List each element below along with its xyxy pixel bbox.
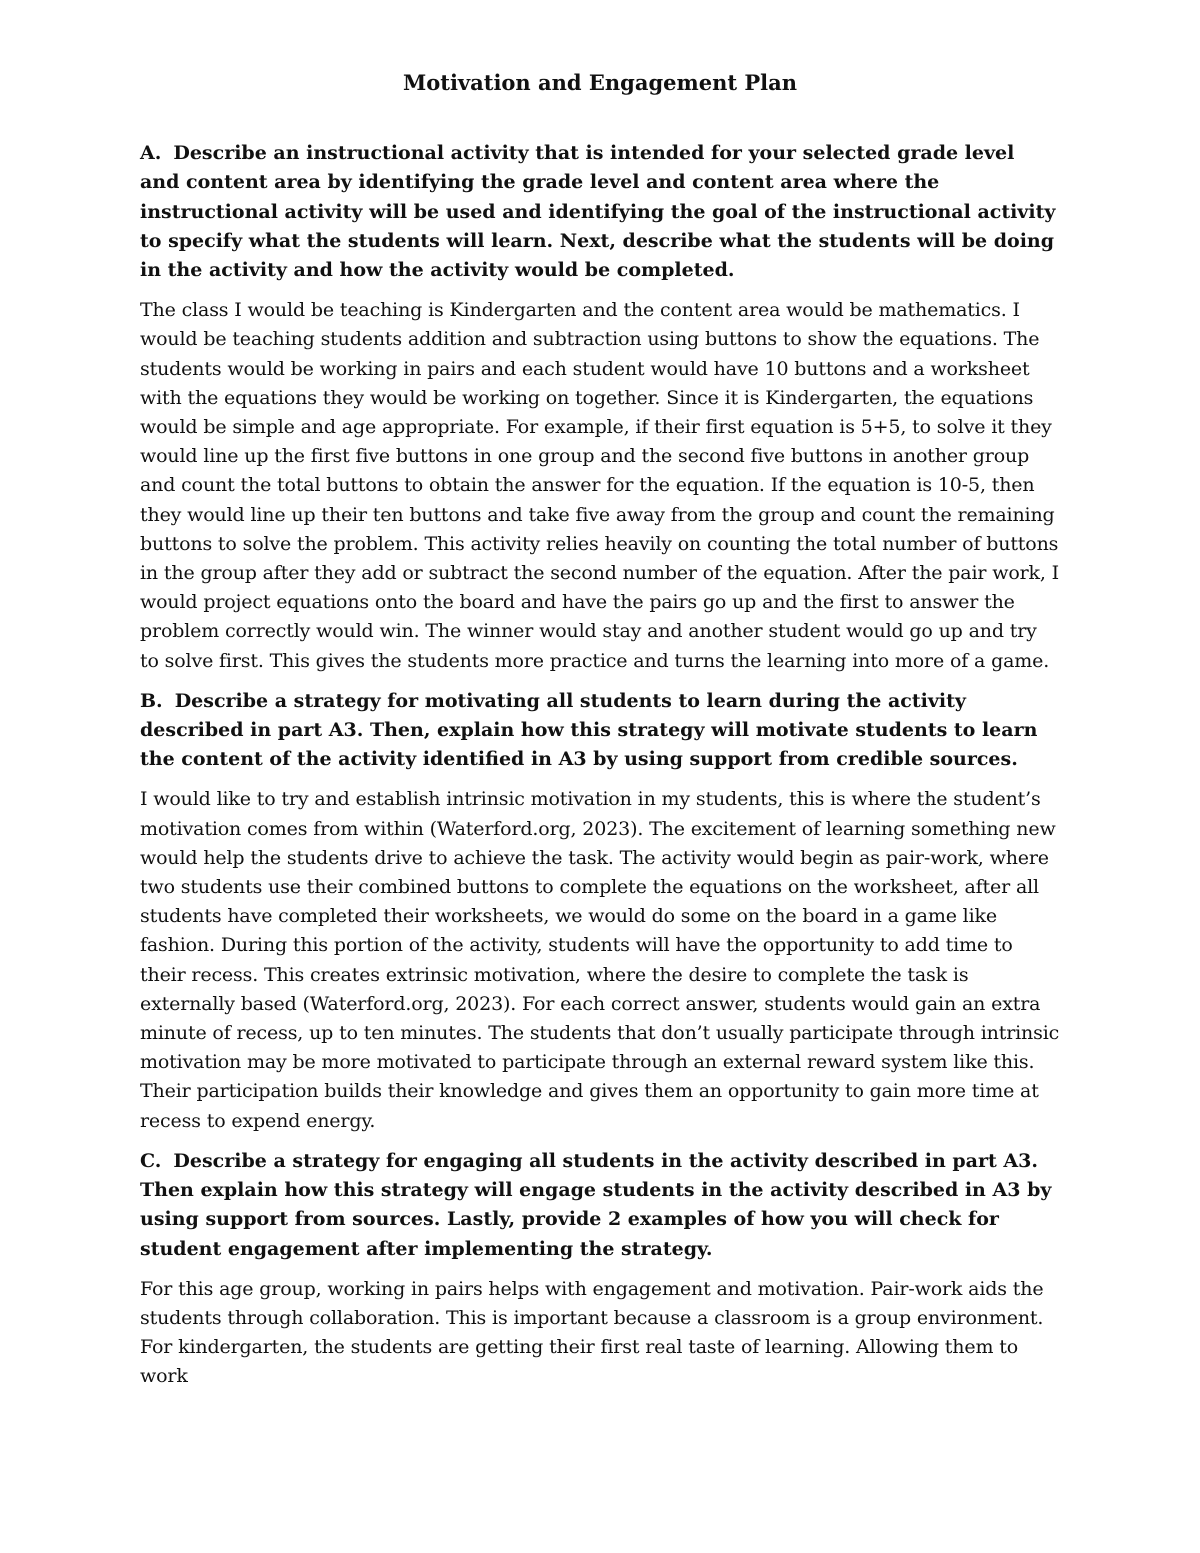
section-c-prompt-text: Describe a strategy for engaging all students in the activity described in part A3. Then explain how this strategy will engage students in the activity described in A3 by using support from sources. Lastly, provide 2 examples of how you will check for student engagement after implementing the strategy. [140, 1149, 1052, 1260]
section-c [140, 1147, 1060, 1392]
document-title: Motivation and Engagement Plan [403, 70, 797, 95]
section-c-prompt [140, 1147, 1060, 1264]
section-a-prompt-text: Describe an instructional activity that is intended for your selected grade level and content area by identifying the grade level and content area where the instructional activity will be used and identifying the goal of the instructional activity to specify what the students will learn. Next, describe what the students will be doing in the activity and how the activity would be completed. [140, 142, 1056, 281]
section-c-response: For this age group, working in pairs helps with engagement and motivation. Pair-work aids the students through collaboration. This is important because a classroom is a group environment. For kindergarten, the students are getting their first real taste of learning. Allowing them to work [140, 1277, 1044, 1388]
section-b-prompt [140, 687, 1060, 775]
section-a [140, 139, 1060, 676]
document-page [140, 70, 1060, 1403]
section-a-response: The class I would be teaching is Kindergarten and the content area would be mathematics. I would be teaching students addition and subtraction using buttons to show the equations. The students would be working in pairs and each student would have 10 buttons and a worksheet with the equations they would be working on together. Since it is Kindergarten, the equations would be simple and age appropriate. For example, if their first equation is 5+5, to solve it they would line up the first five buttons in one group and the second five buttons in another group and count the total buttons to obtain the answer for the equation. If the equation is 10-5, then they would line up their ten buttons and take five away from the group and count the remaining buttons to solve the problem. This activity relies heavily on counting the total number of buttons in the group after they add or subtract the second number of the equation. After the pair work, I would project equations onto the board and have the pairs go up and the first to answer the problem correctly would win. The winner would stay and another student would go up and try to solve first. This gives the students more practice and turns the learning into more of a game. [140, 299, 1060, 672]
section-b-letter: B. [140, 689, 163, 712]
section-a-prompt [140, 139, 1060, 285]
section-b-prompt-text: Describe a strategy for motivating all students to learn during the activity described in part A3. Then, explain how this strategy will motivate students to learn the content of the activity identified in A3 by using support from credible sources. [140, 689, 1038, 771]
section-a-letter: A. [140, 142, 162, 165]
section-b-response: I would like to try and establish intrinsic motivation in my students, this is where the student’s motivation comes from within (Waterford.org, 2023). The excitement of learning something new would help the students drive to achieve the task. The activity would begin as pair-work, where two students use their combined buttons to complete the equations on the worksheet, after all students have completed their worksheets, we would do some on the board in a game like fashion. During this portion of the activity, students will have the opportunity to add time to their recess. This creates extrinsic motivation, where the desire to complete the task is externally based (Waterford.org, 2023). For each correct answer, students would gain an extra minute of recess, up to ten minutes. The students that don’t usually participate through intrinsic motivation may be more motivated to participate through an external reward system like this. Their participation builds their knowledge and gives them an opportunity to gain more time at recess to expend energy. [140, 788, 1060, 1132]
section-b [140, 687, 1060, 1136]
section-c-letter: C. [140, 1149, 162, 1172]
